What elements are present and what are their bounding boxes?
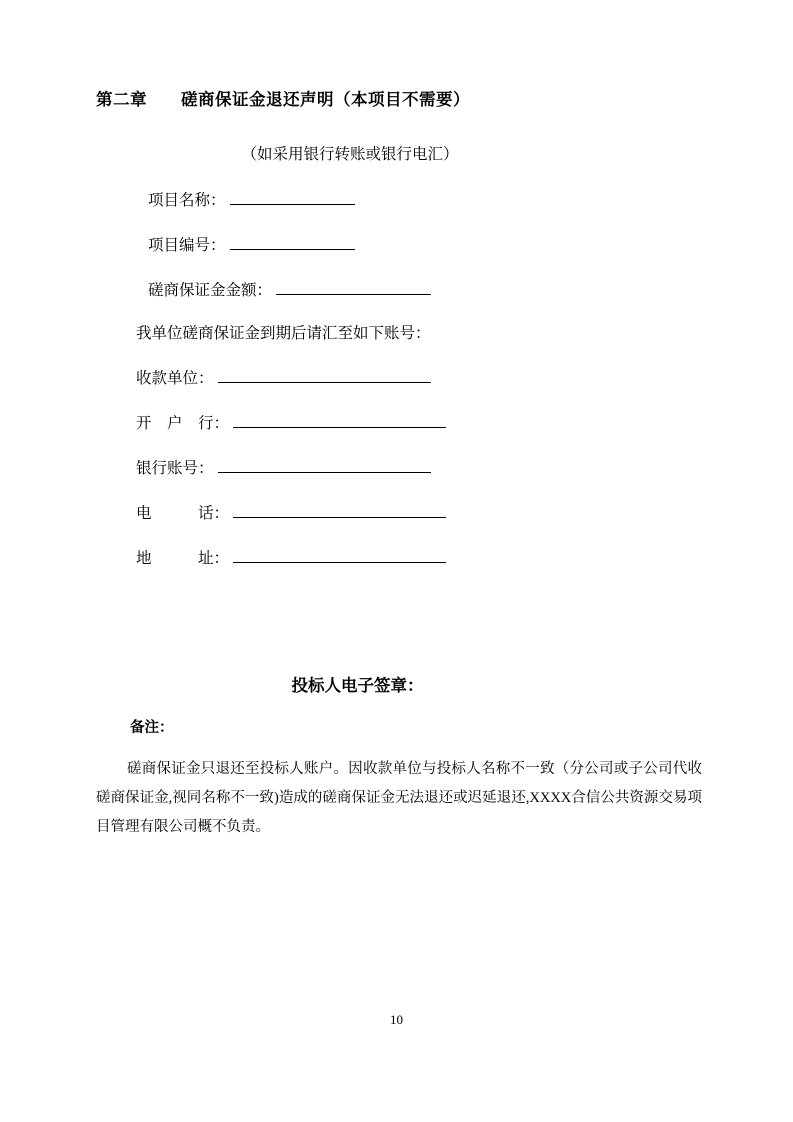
field-bank-account xyxy=(136,456,431,478)
field-project-name-input[interactable] xyxy=(230,189,355,205)
field-phone-input[interactable] xyxy=(233,502,446,518)
field-bank-account-input[interactable] xyxy=(218,457,431,473)
field-bank-branch xyxy=(136,411,446,433)
field-project-number-label: 项目编号： xyxy=(148,237,226,254)
field-project-number-input[interactable] xyxy=(230,234,355,250)
field-deposit-amount-label: 磋商保证金金额： xyxy=(148,282,273,299)
page-title xyxy=(96,86,470,110)
field-project-number xyxy=(148,233,355,255)
field-payee-unit xyxy=(136,366,431,388)
chapter-number: 第二章 xyxy=(96,90,147,109)
page-number: 10 xyxy=(390,1012,403,1027)
field-bank-branch-label: 开 户 行： xyxy=(136,415,230,432)
subtitle: （如采用银行转账或银行电汇） xyxy=(241,146,459,163)
field-phone xyxy=(136,501,446,523)
field-phone-label: 电 话： xyxy=(136,505,230,522)
field-address xyxy=(136,546,446,568)
field-address-input[interactable] xyxy=(233,547,446,563)
remark-text: 磋商保证金只退还至投标人账户。因收款单位与投标人名称不一致（分公司或子公司代收磋商保证金,视同名称不一致)造成的磋商保证金无法退还或迟延退还,XXXX合信公共资源交易项目管理有限公司概不负责。 xyxy=(96,761,702,835)
chapter-title-text: 磋商保证金退还声明（本项目不需要） xyxy=(181,90,470,109)
signature-label: 投标人电子签章： xyxy=(291,676,424,695)
field-payee-unit-label: 收款单位： xyxy=(136,370,214,387)
field-address-label: 地 址： xyxy=(136,550,230,567)
narrative-text: 我单位磋商保证金到期后请汇至如下账号： xyxy=(136,325,431,342)
field-payee-unit-input[interactable] xyxy=(218,367,431,383)
remark-label: 备注： xyxy=(130,720,174,736)
field-deposit-amount-input[interactable] xyxy=(276,279,431,295)
field-bank-branch-input[interactable] xyxy=(233,412,446,428)
field-deposit-amount xyxy=(148,278,431,300)
field-project-name-label: 项目名称： xyxy=(148,192,226,209)
field-bank-account-label: 银行账号： xyxy=(136,460,214,477)
field-project-name xyxy=(148,188,355,210)
